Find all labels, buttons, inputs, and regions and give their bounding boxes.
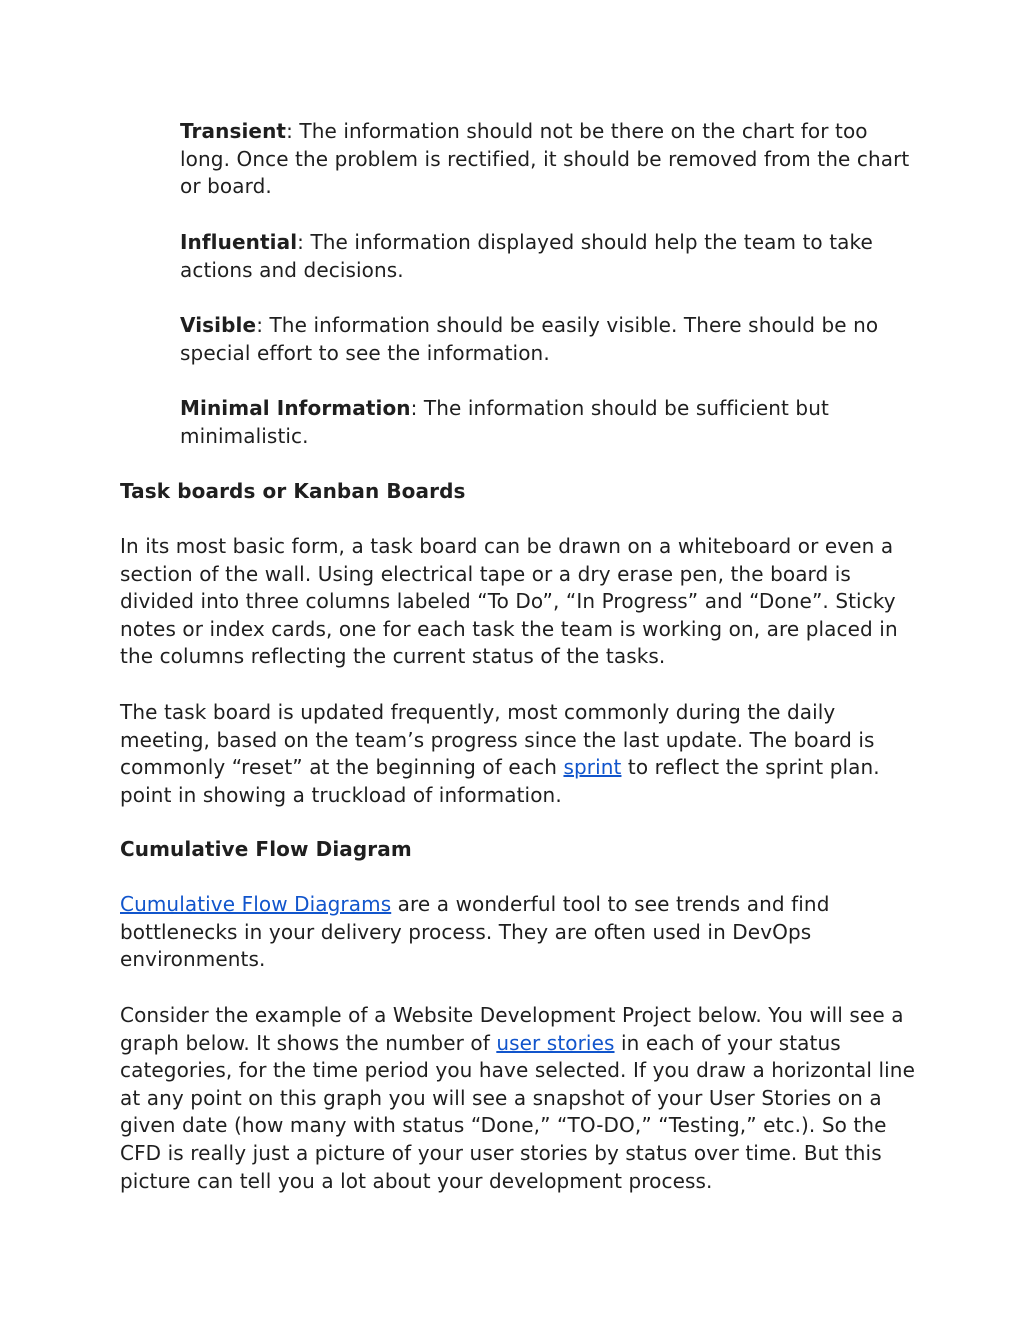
- paragraph-text: are a wonderful tool to see trends and find bottlenecks in your delivery process. They are often used in DevOps environments.: [120, 892, 830, 972]
- paragraph-text: The task board is updated frequently, most commonly during the daily meeting, based on the team’s progress since the last update. The board is commonly “reset” at the beginning of each: [120, 700, 875, 780]
- definition-term: Minimal Information: [180, 396, 411, 420]
- paragraph-task-board-updates: [120, 699, 920, 809]
- definition-visible: [180, 312, 910, 367]
- cumulative-flow-diagrams-link[interactable]: Cumulative Flow Diagrams: [120, 892, 392, 916]
- heading-task-boards: Task boards or Kanban Boards: [120, 479, 466, 503]
- definition-term: Transient: [180, 119, 287, 143]
- definition-transient: [180, 118, 910, 201]
- definition-minimal-information: [180, 395, 910, 450]
- definition-term: Influential: [180, 230, 298, 254]
- definition-text: : The information displayed should help the team to take actions and decisions.: [180, 230, 873, 282]
- paragraph-task-board-basic: In its most basic form, a task board can be drawn on a whiteboard or even a section of the wall. Using electrical tape or a dry erase pen, the board is divided into three columns labeled “To Do”, “In Progress” and “Done”. Sticky notes or index cards, one for each task the team is working on, are placed in the columns reflecting the current status of the tasks.: [120, 534, 898, 669]
- paragraph-text: in each of your status categories, for the time period you have selected. If you draw a horizontal line at any point on this graph you will see a snapshot of your User Stories on a given date (how many with status “Done,” “TO-DO,” “Testing,” etc.). So the CFD is really just a picture of your user stories by status over time. But this picture can tell you a lot about your development process.: [120, 1030, 915, 1193]
- definition-text: : The information should be easily visible. There should be no special effort to see the information.: [180, 313, 879, 365]
- definition-term: Visible: [180, 313, 257, 337]
- paragraph-text: to reflect the sprint plan. point in showing a truckload of information.: [120, 755, 880, 807]
- paragraph-cfd-example: [120, 1002, 920, 1195]
- sprint-link[interactable]: sprint: [563, 755, 622, 780]
- user-stories-link[interactable]: user stories: [496, 1030, 615, 1055]
- paragraph-text: Consider the example of a Website Development Project below. You will see a graph below. It shows the number of: [120, 1003, 904, 1055]
- paragraph-cfd-intro: [120, 891, 920, 974]
- definition-text: : The information should not be there on the chart for too long. Once the problem is rectified, it should be removed from the chart or board.: [180, 119, 910, 199]
- definition-influential: [180, 229, 910, 284]
- heading-cumulative-flow-diagram: Cumulative Flow Diagram: [120, 837, 412, 861]
- definition-text: : The information should be sufficient but minimalistic.: [180, 396, 829, 448]
